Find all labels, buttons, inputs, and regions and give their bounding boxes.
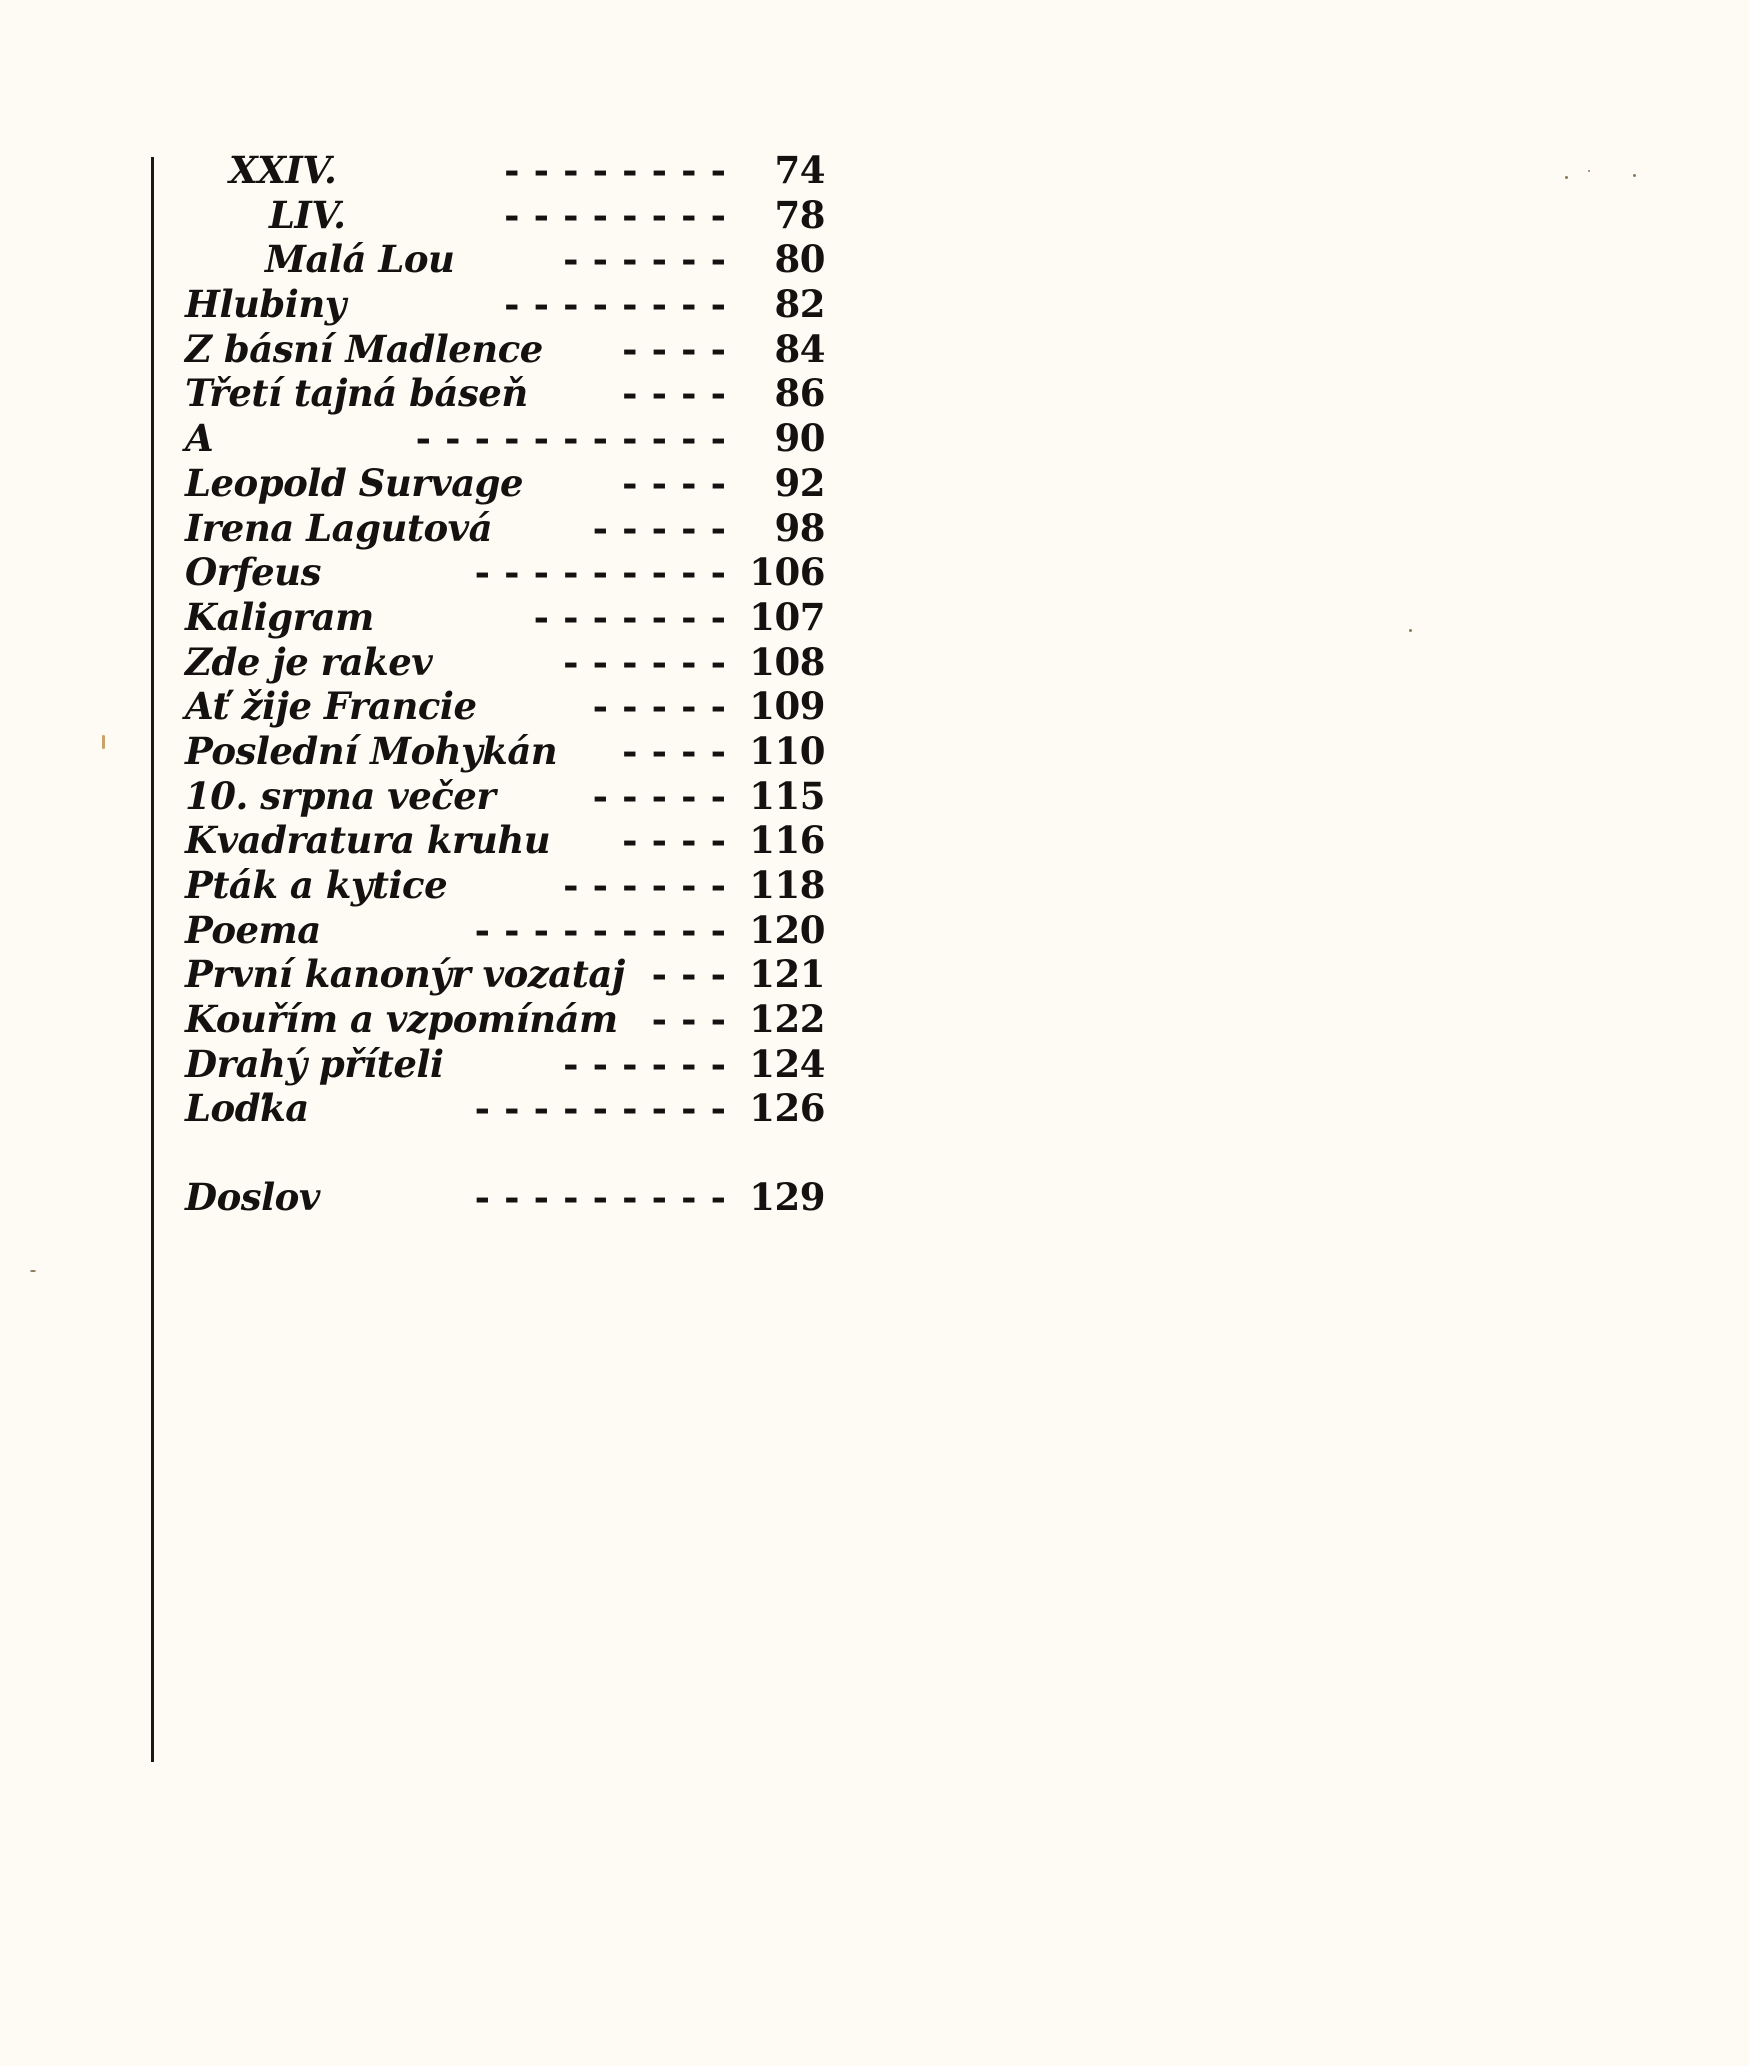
toc-entry: [185, 327, 825, 372]
toc-entry-title: 10. srpna večer: [185, 773, 496, 818]
toc-entry-title: LIV.: [269, 192, 346, 237]
toc-entry-title: Malá Lou: [265, 237, 455, 282]
toc-entry-title: Orfeus: [185, 550, 321, 595]
toc-entry: [185, 506, 825, 551]
dot-leader: - - - - - - - - - - -: [415, 416, 726, 461]
toc-entry: [185, 282, 825, 327]
toc-entry-title: A: [185, 416, 214, 461]
toc-entry-title: Hlubiny: [185, 282, 346, 327]
toc-entry: [185, 774, 825, 819]
toc-entry: [185, 908, 825, 953]
paper-speck: [1633, 174, 1636, 177]
toc-entry-page-number: 84: [774, 326, 825, 371]
toc-entry-title: Poslední Mohykán: [185, 728, 558, 773]
dot-leader: - - - - - - - -: [504, 282, 726, 327]
dot-leader: - - - - - - - - -: [474, 550, 726, 595]
toc-entry-title: První kanonýr vozataj: [185, 952, 625, 997]
toc-entry-title: Leopold Survage: [185, 460, 524, 505]
toc-entry-page-number: 86: [774, 371, 825, 416]
dot-leader: - - - -: [622, 818, 726, 863]
dot-leader: - - - -: [622, 460, 726, 505]
toc-entry: [185, 371, 825, 416]
toc-entry: [185, 952, 825, 997]
dot-leader: - - - - - - - - -: [474, 1175, 726, 1220]
paper-speck: [1565, 176, 1568, 179]
toc-entry-page-number: 92: [774, 460, 825, 505]
toc-entry: [185, 818, 825, 863]
toc-entry: [185, 640, 825, 685]
toc-entry-title: Ať žije Francie: [185, 684, 477, 729]
toc-entry: [185, 416, 825, 461]
toc-entry-title: Kouřím a vzpomínám: [185, 997, 618, 1042]
toc-entry-title: Loďka: [185, 1086, 309, 1131]
toc-entry-page-number: 106: [749, 550, 825, 595]
toc-entry-title: Třetí tajná báseň: [185, 371, 528, 416]
toc-entry-title: Poema: [185, 907, 321, 952]
toc-entry-title: Drahý příteli: [185, 1041, 444, 1086]
toc-entry: [185, 237, 825, 282]
dot-leader: - - - - - - - - -: [474, 907, 726, 952]
toc-entry-title: Kaligram: [185, 594, 374, 639]
toc-entry: [185, 550, 825, 595]
dot-leader: - - - - - -: [563, 863, 726, 907]
toc-entry: [185, 863, 825, 908]
toc-entry-page-number: 115: [749, 773, 825, 818]
toc-entry: [185, 729, 825, 774]
dot-leader: - - - -: [622, 728, 726, 773]
toc-entry-page-number: 90: [774, 416, 825, 461]
toc-entry-page-number: 74: [774, 148, 825, 192]
dot-leader: - - -: [651, 952, 726, 997]
toc-entry: [185, 997, 825, 1042]
paper-speck: [1588, 170, 1590, 172]
paper-speck: [30, 1270, 36, 1272]
toc-entry-title: Doslov: [185, 1175, 320, 1220]
toc-entry-title: Irena Lagutová: [185, 505, 493, 550]
table-of-contents: [185, 148, 825, 1220]
dot-leader: - - - - - - - -: [504, 148, 726, 192]
toc-entry: [185, 461, 825, 506]
toc-entry-page-number: 118: [749, 863, 825, 907]
toc-entry: [185, 148, 825, 193]
toc-entry-page-number: 122: [749, 997, 825, 1042]
toc-entry-page-number: 98: [774, 505, 825, 550]
toc-entry-title: XXIV.: [229, 148, 337, 192]
dot-leader: - - - - - -: [563, 1041, 726, 1086]
toc-entry-title: Kvadratura kruhu: [185, 818, 551, 863]
toc-entry: [185, 1086, 825, 1131]
toc-entry: [185, 1175, 825, 1220]
paper-speck: [1409, 629, 1412, 632]
toc-entry: [185, 193, 825, 238]
toc-entry-page-number: 78: [774, 192, 825, 237]
toc-entry-page-number: 107: [749, 594, 825, 639]
dot-leader: - - - - - - -: [533, 594, 726, 639]
dot-leader: - - - - - -: [563, 639, 726, 684]
toc-entry: [185, 684, 825, 729]
toc-entry-page-number: 110: [749, 728, 825, 773]
dot-leader: - - -: [651, 997, 726, 1042]
dot-leader: - - - - - - - -: [504, 192, 726, 237]
toc-entry-page-number: 80: [774, 237, 825, 282]
toc-entry-page-number: 109: [749, 684, 825, 729]
dot-leader: - - - - -: [592, 684, 726, 729]
dot-leader: - - - -: [622, 326, 726, 371]
dot-leader: - - - - - - - - -: [474, 1086, 726, 1131]
toc-entry-title: Pták a kytice: [185, 863, 448, 907]
toc-entry-page-number: 120: [749, 907, 825, 952]
toc-entry-page-number: 116: [749, 818, 825, 863]
toc-entry-page-number: 108: [749, 639, 825, 684]
toc-entry-title: Z básní Madlence: [185, 326, 543, 371]
margin-rule: [151, 157, 154, 1762]
dot-leader: - - - - -: [592, 505, 726, 550]
toc-entry-page-number: 124: [749, 1041, 825, 1086]
dot-leader: - - - -: [622, 371, 726, 416]
toc-entry: [185, 595, 825, 640]
toc-entry-page-number: 129: [749, 1175, 825, 1220]
toc-entry-page-number: 126: [749, 1086, 825, 1131]
paper-speck: [102, 735, 105, 749]
dot-leader: - - - - -: [592, 773, 726, 818]
toc-entry: [185, 1042, 825, 1087]
toc-entry-page-number: 82: [774, 282, 825, 327]
toc-entry-title: Zde je rakev: [185, 639, 433, 684]
dot-leader: - - - - - -: [563, 237, 726, 282]
toc-entry-page-number: 121: [749, 952, 825, 997]
